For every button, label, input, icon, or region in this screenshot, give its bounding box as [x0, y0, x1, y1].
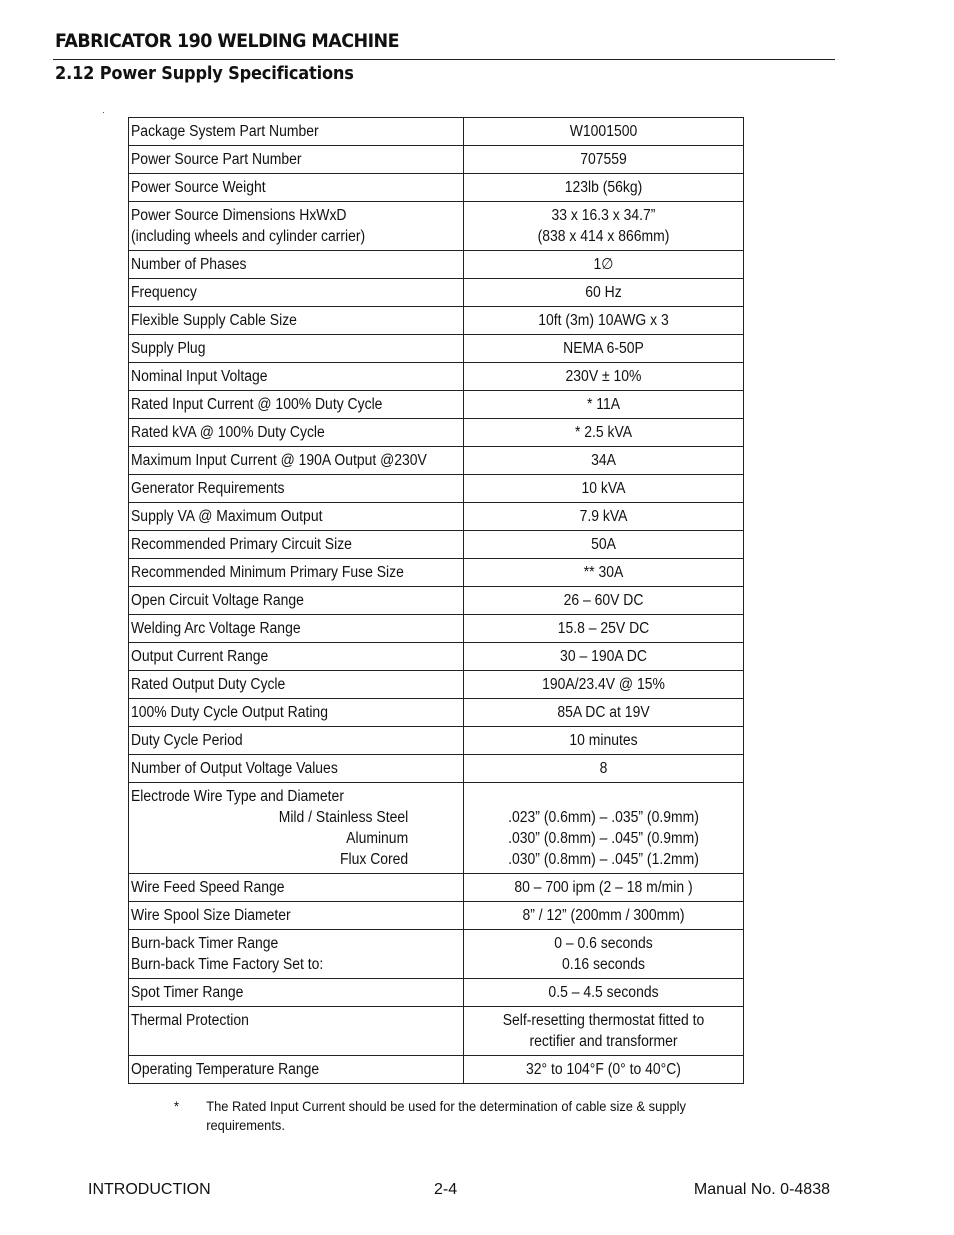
spec-label — [131, 282, 428, 303]
spec-value-cell — [464, 902, 744, 930]
spec-label — [131, 730, 428, 751]
header-divider — [53, 59, 835, 60]
spec-value-cell — [464, 727, 744, 755]
spec-value-cell — [464, 874, 744, 902]
spec-label-cell — [129, 146, 464, 174]
spec-label-line: Rated Input Current @ 100% Duty Cycle — [131, 396, 383, 413]
spec-value-cell — [464, 447, 744, 475]
spec-value-line: 0.5 – 4.5 seconds — [548, 984, 659, 1001]
spec-label-line: Power Source Dimensions HxWxD — [131, 207, 347, 224]
spec-value-cell — [464, 279, 744, 307]
spec-label-line: Open Circuit Voltage Range — [131, 592, 304, 609]
spec-row — [129, 1056, 744, 1084]
spec-value — [480, 478, 728, 499]
specifications-body — [129, 118, 744, 1084]
spec-label-cell — [129, 979, 464, 1007]
spec-value-cell — [464, 559, 744, 587]
stray-mark — [103, 112, 104, 113]
spec-label — [131, 534, 428, 555]
spec-row — [129, 118, 744, 146]
spec-row — [129, 475, 744, 503]
spec-value-line: 34A — [591, 452, 616, 469]
spec-label — [131, 1010, 428, 1031]
spec-value-cell — [464, 335, 744, 363]
spec-value — [480, 366, 728, 387]
spec-label-cell — [129, 503, 464, 531]
spec-label — [131, 394, 428, 415]
spec-value-line: 30 – 190A DC — [560, 648, 647, 665]
spec-value — [480, 905, 728, 926]
wire-diameter-value: .030” (0.8mm) – .045” (0.9mm) — [508, 830, 699, 847]
spec-label-line: Recommended Minimum Primary Fuse Size — [131, 564, 404, 581]
spec-label-line: Electrode Wire Type and Diameter — [131, 788, 344, 805]
spec-value-line: 15.8 – 25V DC — [557, 620, 650, 637]
spec-value-cell — [464, 251, 744, 279]
spec-row — [129, 202, 744, 251]
spec-value-cell — [464, 146, 744, 174]
spec-row — [129, 643, 744, 671]
spec-label-cell — [129, 755, 464, 783]
spec-label-cell — [129, 118, 464, 146]
spec-value-line: 80 – 700 ipm (2 – 18 m/min ) — [514, 879, 693, 896]
specifications-table — [128, 117, 744, 1084]
spec-value-line: W1001500 — [569, 123, 638, 140]
spec-row-electrode-wire — [129, 783, 744, 874]
spec-value-line: 32° to 104°F (0° to 40°C) — [526, 1061, 681, 1078]
spec-value — [480, 121, 728, 142]
wire-type-label: Aluminum — [346, 830, 409, 847]
spec-value-cell — [464, 587, 744, 615]
spec-value-line: * 11A — [586, 396, 621, 413]
spec-value-cell — [464, 1056, 744, 1084]
spec-label-cell — [129, 174, 464, 202]
spec-label — [131, 1059, 428, 1080]
spec-label-line: Number of Output Voltage Values — [131, 760, 338, 777]
spec-value — [480, 310, 728, 331]
spec-label — [131, 702, 428, 723]
spec-row — [129, 755, 744, 783]
spec-label — [131, 933, 428, 975]
spec-value — [480, 674, 728, 695]
spec-value-cell — [464, 671, 744, 699]
section-heading: 2.12 Power Supply Specifications — [55, 63, 354, 84]
spec-label-cell — [129, 902, 464, 930]
spec-label-line: Burn-back Time Factory Set to: — [131, 956, 324, 973]
spec-value — [480, 394, 728, 415]
spec-label-line: Duty Cycle Period — [131, 732, 243, 749]
spec-label-cell — [129, 615, 464, 643]
spec-row — [129, 902, 744, 930]
spec-label-cell — [129, 363, 464, 391]
spec-row — [129, 307, 744, 335]
spec-label-cell — [129, 783, 464, 874]
spec-label — [131, 310, 428, 331]
spec-label — [131, 422, 428, 443]
spec-value-line: * 2.5 kVA — [574, 424, 633, 441]
footer-page-number: 2-4 — [434, 1181, 458, 1198]
spec-label — [131, 786, 428, 870]
spec-value-cell — [464, 979, 744, 1007]
spec-label — [131, 121, 428, 142]
spec-value-line: 10 minutes — [569, 732, 638, 749]
spec-label-cell — [129, 419, 464, 447]
spec-value — [480, 877, 728, 898]
spec-row — [129, 587, 744, 615]
spec-label — [131, 618, 428, 639]
spec-label-line: Spot Timer Range — [131, 984, 244, 1001]
spec-label-line: (including wheels and cylinder carrier) — [131, 228, 366, 245]
spec-row — [129, 727, 744, 755]
spec-label-cell — [129, 874, 464, 902]
spec-label-cell — [129, 1007, 464, 1056]
spec-label-line: Supply VA @ Maximum Output — [131, 508, 323, 525]
spec-value-line: Self-resetting thermostat fitted to — [502, 1012, 705, 1029]
spec-label-cell — [129, 279, 464, 307]
spec-label — [131, 982, 428, 1003]
spec-value — [480, 506, 728, 527]
spec-row — [129, 279, 744, 307]
spec-value-line: 190A/23.4V @ 15% — [542, 676, 665, 693]
spec-value-cell — [464, 475, 744, 503]
spec-label-cell — [129, 587, 464, 615]
spec-value — [480, 982, 728, 1003]
spec-value — [480, 422, 728, 443]
wire-diameter-value: .030” (0.8mm) – .045” (1.2mm) — [508, 851, 699, 868]
spec-value-cell — [464, 783, 744, 874]
spec-value-cell — [464, 615, 744, 643]
spec-value-cell — [464, 419, 744, 447]
spec-value — [480, 338, 728, 359]
spec-row — [129, 251, 744, 279]
spec-value — [480, 758, 728, 779]
spec-value-line: 33 x 16.3 x 34.7” — [551, 207, 656, 224]
spec-value — [480, 590, 728, 611]
spec-row — [129, 503, 744, 531]
spec-value-line: 26 – 60V DC — [563, 592, 644, 609]
spec-label — [131, 366, 428, 387]
spec-label — [131, 758, 428, 779]
spec-value-cell — [464, 930, 744, 979]
spec-label-line: Maximum Input Current @ 190A Output @230V — [131, 452, 427, 469]
spec-value-line: 60 Hz — [585, 284, 622, 301]
spec-value — [480, 1059, 728, 1080]
spec-value-cell — [464, 755, 744, 783]
spec-value-line: rectifier and transformer — [529, 1033, 678, 1050]
spec-label — [131, 450, 428, 471]
spec-label — [131, 905, 428, 926]
spec-row — [129, 615, 744, 643]
spec-value-cell — [464, 503, 744, 531]
spec-label-line: Generator Requirements — [131, 480, 285, 497]
spec-label-line: Burn-back Timer Range — [131, 935, 279, 952]
spec-label-line: Supply Plug — [131, 340, 206, 357]
wire-diameter-value: .023” (0.6mm) – .035” (0.9mm) — [508, 809, 699, 826]
spec-value-line: ** 30A — [583, 564, 624, 581]
spec-row — [129, 391, 744, 419]
spec-label-cell — [129, 930, 464, 979]
spec-value-line: NEMA 6-50P — [563, 340, 644, 357]
spec-label-line: Frequency — [131, 284, 197, 301]
spec-value-line: 50A — [591, 536, 616, 553]
spec-value — [480, 282, 728, 303]
spec-label-line: Wire Feed Speed Range — [131, 879, 285, 896]
spec-label-cell — [129, 202, 464, 251]
spec-value-line: 707559 — [580, 151, 627, 168]
spec-label — [131, 478, 428, 499]
spec-row — [129, 447, 744, 475]
spec-label-cell — [129, 335, 464, 363]
footer-section-name: INTRODUCTION — [88, 1181, 211, 1198]
spec-label-line: Power Source Weight — [131, 179, 266, 196]
spec-value-cell — [464, 643, 744, 671]
spec-value — [480, 933, 728, 975]
spec-label-line: 100% Duty Cycle Output Rating — [131, 704, 328, 721]
spec-value-cell — [464, 118, 744, 146]
spec-value-cell — [464, 307, 744, 335]
spec-label — [131, 506, 428, 527]
spec-label-cell — [129, 671, 464, 699]
spec-label-line: Wire Spool Size Diameter — [131, 907, 291, 924]
spec-value — [480, 450, 728, 471]
spec-label — [131, 205, 428, 247]
spec-value — [480, 149, 728, 170]
spec-label-line: Rated kVA @ 100% Duty Cycle — [131, 424, 325, 441]
spec-value — [480, 646, 728, 667]
spec-value — [480, 618, 728, 639]
spec-value-line: (838 x 414 x 866mm) — [537, 228, 670, 245]
spec-value — [480, 1010, 728, 1052]
spec-label-cell — [129, 475, 464, 503]
spec-value — [480, 562, 728, 583]
spec-label-line: Rated Output Duty Cycle — [131, 676, 286, 693]
spec-label-line: Thermal Protection — [131, 1012, 249, 1029]
spec-label-line: Nominal Input Voltage — [131, 368, 268, 385]
spec-label-cell — [129, 531, 464, 559]
spec-value — [480, 177, 728, 198]
spec-value-line: 10ft (3m) 10AWG x 3 — [538, 312, 669, 329]
spec-label-cell — [129, 307, 464, 335]
spec-value — [480, 254, 728, 275]
spec-label — [131, 338, 428, 359]
wire-type-label: Mild / Stainless Steel — [278, 809, 409, 826]
spec-value-cell — [464, 174, 744, 202]
spec-value-line: 123lb (56kg) — [564, 179, 643, 196]
spec-label-cell — [129, 699, 464, 727]
spec-row — [129, 699, 744, 727]
spec-label — [131, 562, 428, 583]
spec-label-line: Package System Part Number — [131, 123, 319, 140]
spec-label — [131, 646, 428, 667]
spec-label-line: Flexible Supply Cable Size — [131, 312, 297, 329]
spec-row — [129, 335, 744, 363]
spec-label-cell — [129, 391, 464, 419]
footer-manual-number: Manual No. 0-4838 — [693, 1181, 830, 1198]
spec-value — [480, 205, 728, 247]
spec-row — [129, 979, 744, 1007]
spec-value-line: 7.9 kVA — [579, 508, 628, 525]
spec-value — [480, 730, 728, 751]
spec-value-cell — [464, 1007, 744, 1056]
spec-label — [131, 177, 428, 198]
spec-row — [129, 874, 744, 902]
spec-label-line: Number of Phases — [131, 256, 247, 273]
spec-row — [129, 531, 744, 559]
document-title: FABRICATOR 190 WELDING MACHINE — [55, 30, 399, 52]
spec-label-line: Operating Temperature Range — [131, 1061, 320, 1078]
spec-label-line: Welding Arc Voltage Range — [131, 620, 301, 637]
spec-label-cell — [129, 251, 464, 279]
spec-row — [129, 363, 744, 391]
spec-value-line: 1∅ — [593, 256, 614, 273]
spec-label — [131, 254, 428, 275]
spec-row — [129, 559, 744, 587]
spec-value — [480, 534, 728, 555]
spec-value-cell — [464, 699, 744, 727]
spec-label-cell — [129, 559, 464, 587]
spec-label-cell — [129, 727, 464, 755]
spec-value — [480, 702, 728, 723]
spec-value-line: 0.16 seconds — [562, 956, 645, 973]
spec-row — [129, 174, 744, 202]
spec-label — [131, 877, 428, 898]
spec-value-cell — [464, 391, 744, 419]
footnote-text: The Rated Input Current should be used for the determination of cable size & supply requirements. — [206, 1098, 686, 1133]
spec-value-line: 85A DC at 19V — [557, 704, 650, 721]
spec-label — [131, 590, 428, 611]
spec-label-cell — [129, 1056, 464, 1084]
spec-label — [131, 674, 428, 695]
spec-row — [129, 671, 744, 699]
wire-type-label: Flux Cored — [339, 851, 409, 868]
spec-row — [129, 419, 744, 447]
spec-value-line: 230V ± 10% — [565, 368, 642, 385]
spec-row — [129, 146, 744, 174]
spec-label-cell — [129, 643, 464, 671]
spec-value — [480, 786, 728, 870]
footnote — [174, 1097, 708, 1135]
spec-value-line: 0 – 0.6 seconds — [554, 935, 653, 952]
spec-label-line: Output Current Range — [131, 648, 269, 665]
spec-value-cell — [464, 202, 744, 251]
spec-row — [129, 1007, 744, 1056]
spec-row — [129, 930, 744, 979]
spec-label-cell — [129, 447, 464, 475]
spec-label-line: Recommended Primary Circuit Size — [131, 536, 352, 553]
spec-value-line: 8 — [599, 760, 608, 777]
spec-label — [131, 149, 428, 170]
footnote-marker: * — [174, 1098, 180, 1114]
spec-value-cell — [464, 363, 744, 391]
spec-value-line: 8” / 12” (200mm / 300mm) — [522, 907, 685, 924]
spec-value-cell — [464, 531, 744, 559]
spec-label-line: Power Source Part Number — [131, 151, 302, 168]
spec-value-line: 10 kVA — [581, 480, 626, 497]
